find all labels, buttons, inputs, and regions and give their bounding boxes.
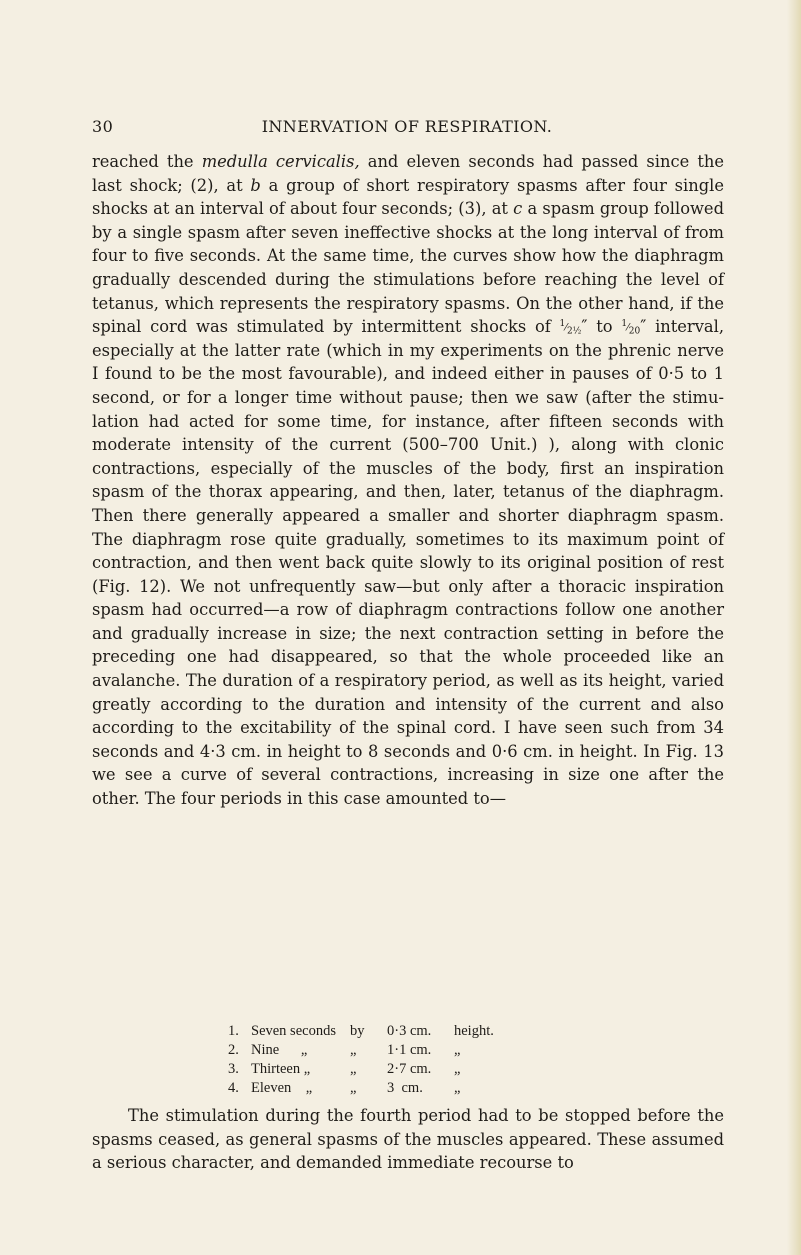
period-number: 2. — [228, 1042, 239, 1058]
period-height-value: 3 cm. — [387, 1080, 423, 1096]
table-row — [228, 1060, 499, 1079]
text-run: interval, especially at the latter rate (which in my experiments on the phrenic nerve I found to be the most favourable), and indeed either in pauses of 0·5 to 1 second, or for a longer time without pause; then we saw (after the stimulation had acted for some time, for instance, after fifteen seconds with moderate intensity of the current (500–700 Unit.) ), along with clonic contractions, especially of the muscles of the body, first an inspiration spasm of the thorax appearing, and then, later, tetanus of the diaphragm. Then there generally appeared a smaller and shorter diaphragm spasm. The diaphragm rose quite gradually, sometimes to its maximum point of contraction, and then went back quite slowly to its original position of rest (Fig. 12). We not unfrequently saw—but only after a thoracic inspiration spasm had occurred—a row of diaphragm contractions follow one another and gradually increase in size; the next contraction setting in before the preceding one had disappeared, so that the whole proceeded like an avalanche. The duration of a respiratory period, as well as its height, varied greatly according to the duration and intensity of the current and also according to the excitability of the spinal cord. I have seen such from 34 seconds and 4·3 cm. in height to 8 seconds and 0·6 cm. in height. In Fig. 13 we see a curve of several contractions, increasing in size one after the other. The four periods in this case amounted to— — [92, 317, 725, 809]
paragraph-1-text — [92, 150, 724, 811]
italic-letter-c: c — [513, 199, 523, 219]
italic-letter-b: b — [250, 175, 261, 195]
page-number: 30 — [92, 117, 114, 136]
period-by: „ — [350, 1061, 357, 1077]
periods-table — [228, 1022, 499, 1098]
text-run: to — [587, 317, 622, 337]
table-row — [228, 1022, 499, 1041]
fraction-numerator: 1 — [621, 318, 628, 329]
seconds-mark: ″ — [640, 317, 647, 337]
period-duration: Thirteen „ — [251, 1061, 311, 1077]
fraction-numerator: 1 — [559, 318, 566, 329]
body-paragraph-2 — [92, 1104, 724, 1175]
period-by: by — [350, 1023, 365, 1039]
page-edge-shadow — [787, 0, 801, 1255]
period-duration: Eleven „ — [251, 1080, 313, 1096]
period-by: „ — [350, 1042, 357, 1058]
period-height-label: „ — [454, 1061, 461, 1077]
header-title: INNERVATION OF RESPIRATION. — [261, 117, 553, 136]
period-number: 4. — [228, 1080, 239, 1096]
body-paragraph-1 — [92, 150, 724, 811]
fraction-denominator: 20 — [628, 326, 641, 337]
text-run: and eleven seconds had passed since the last shock; (2), at — [92, 152, 724, 195]
text-run: a group of short respiratory spasms after four single shocks at an interval of about four seconds; (3), at — [92, 175, 724, 219]
period-duration: Nine „ — [251, 1042, 308, 1058]
fraction-one-over-twenty: $^1⁄_{20}$ — [621, 318, 641, 337]
text-run: reached the — [92, 152, 202, 171]
table-row — [228, 1041, 499, 1060]
text-run: a spasm group followed by a single spasm after seven ineffective shocks at the long interval of from four to five seconds. At the same time, the curves show how the diaphragm gradually descended during the stimulations before reaching the level of tetanus, which represents the respiratory spasms. On the other hand, if the spinal cord was stimulated by intermittent shocks of — [92, 199, 724, 337]
period-number: 1. — [228, 1023, 239, 1039]
seconds-mark: ″ — [581, 317, 588, 337]
period-height-label: height. — [454, 1023, 494, 1039]
fraction-denominator: 2½ — [566, 326, 582, 337]
fraction-one-over-two-half: $^1⁄_{2\frac{1}{2}}$ — [559, 318, 582, 337]
running-head — [92, 117, 722, 143]
period-duration: Seven seconds — [251, 1023, 336, 1039]
italic-term-medulla: medulla cervicalis, — [201, 152, 360, 171]
period-number: 3. — [228, 1061, 239, 1077]
period-height-value: 0·3 cm. — [387, 1023, 432, 1039]
table-row — [228, 1079, 499, 1098]
period-height-value: 1·1 cm. — [387, 1042, 432, 1058]
period-height-value: 2·7 cm. — [387, 1061, 432, 1077]
period-by: „ — [350, 1080, 357, 1096]
paragraph-2-text: The stimulation during the fourth period had to be stopped before the spasms ceased, as general spasms of the muscles appeared. These assumed a serious character, and demanded immediate recourse to — [92, 1106, 724, 1173]
period-height-label: „ — [454, 1080, 461, 1096]
period-height-label: „ — [454, 1042, 461, 1058]
